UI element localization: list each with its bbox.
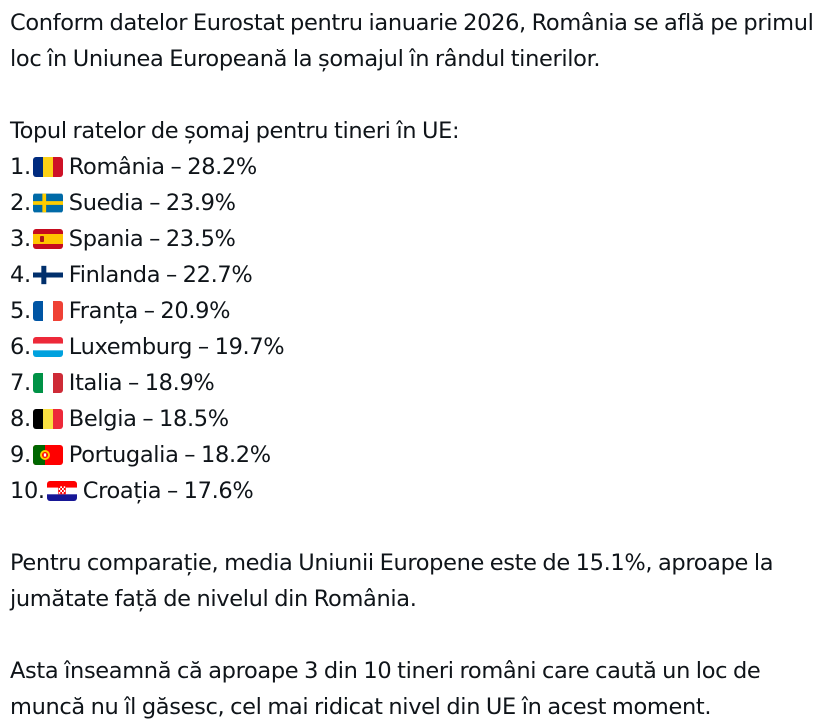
country-rate: Belgia – 18.5% xyxy=(68,406,229,432)
list-item xyxy=(10,473,815,509)
country-rate: România – 28.2% xyxy=(68,154,257,180)
list-item xyxy=(10,437,815,473)
post-intro: Conform datelor Eurostat pentru ianuarie 2026, România se află pe primul loc în Uniunea Europeană la șomajul în rândul tinerilor. xyxy=(10,10,814,72)
rank-number: 6. xyxy=(10,334,31,360)
romania-flag-icon xyxy=(33,157,63,177)
paragraph-gap xyxy=(10,77,815,113)
list-item xyxy=(10,257,815,293)
paragraph-gap xyxy=(10,617,815,653)
ranking-list xyxy=(10,149,815,509)
list-item xyxy=(10,401,815,437)
paragraph-gap xyxy=(10,509,815,545)
rank-number: 4. xyxy=(10,262,31,288)
rank-number: 7. xyxy=(10,370,31,396)
post-comparison: Pentru comparație, media Uniunii Europene este de 15.1%, aproape la jumătate față de nivelul din România. xyxy=(10,550,774,612)
list-item xyxy=(10,185,815,221)
country-rate: Spania – 23.5% xyxy=(68,226,236,252)
country-rate: Croația – 17.6% xyxy=(82,478,254,504)
list-item xyxy=(10,221,815,257)
sweden-flag-icon xyxy=(33,193,63,213)
list-item xyxy=(10,293,815,329)
country-rate: Portugalia – 18.2% xyxy=(68,442,271,468)
country-rate: Luxemburg – 19.7% xyxy=(68,334,285,360)
rank-number: 5. xyxy=(10,298,31,324)
list-item xyxy=(10,329,815,365)
luxembourg-flag-icon xyxy=(33,337,63,357)
country-rate: Finlanda – 22.7% xyxy=(68,262,253,288)
rank-number: 2. xyxy=(10,190,31,216)
italy-flag-icon xyxy=(33,373,63,393)
croatia-flag-icon xyxy=(47,481,77,501)
rank-number: 8. xyxy=(10,406,31,432)
country-rate: Franța – 20.9% xyxy=(68,298,231,324)
belgium-flag-icon xyxy=(33,409,63,429)
france-flag-icon xyxy=(33,301,63,321)
spain-flag-icon xyxy=(33,229,63,249)
country-rate: Italia – 18.9% xyxy=(68,370,215,396)
post-conclusion: Asta înseamnă că aproape 3 din 10 tineri români care caută un loc de muncă nu îl găsesc, cel mai ridicat nivel din UE în acest moment. xyxy=(10,658,761,720)
rank-number: 9. xyxy=(10,442,31,468)
rank-number: 1. xyxy=(10,154,31,180)
portugal-flag-icon xyxy=(33,445,63,465)
list-item xyxy=(10,365,815,401)
finland-flag-icon xyxy=(33,265,63,285)
rank-number: 10. xyxy=(10,478,45,504)
list-heading: Topul ratelor de șomaj pentru tineri în UE: xyxy=(10,118,460,144)
list-item xyxy=(10,149,815,185)
post-text xyxy=(10,5,815,725)
rank-number: 3. xyxy=(10,226,31,252)
country-rate: Suedia – 23.9% xyxy=(68,190,236,216)
